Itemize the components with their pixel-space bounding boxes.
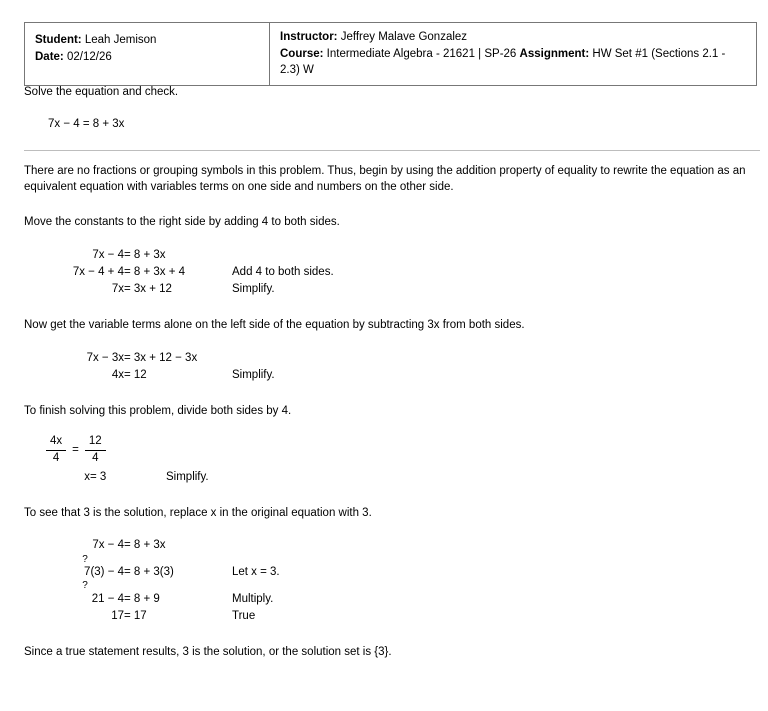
assignment-label: Assignment: (519, 47, 590, 60)
course-assignment-line (280, 46, 748, 79)
fraction-equals-sign: = (72, 444, 79, 457)
worksheet-body (24, 84, 760, 661)
date-line (35, 49, 261, 66)
problem-equation-block (24, 116, 760, 133)
step1-text: Move the constants to the right side by adding 4 to both sides. (24, 216, 340, 229)
date-value: 02/12/26 (66, 50, 112, 63)
math-row (46, 564, 760, 581)
fraction-left (46, 435, 66, 464)
course-info-panel (270, 23, 756, 85)
math-row (46, 608, 760, 625)
math-row (46, 247, 760, 264)
fraction-right (85, 435, 106, 464)
question-mark-icon: ? (82, 580, 88, 592)
math-rhs: = 12 (124, 368, 147, 381)
student-name: Leah Jemison (84, 34, 157, 46)
math-rhs: = 8 + 3x (124, 248, 166, 261)
math-row (46, 591, 760, 608)
math-lhs: 7x − 4 + 4 (72, 265, 124, 278)
math-note: Let x = 3. (232, 566, 280, 579)
instructor-line (280, 29, 748, 46)
math-rhs: = 8 + 3x (124, 539, 166, 552)
math-rhs: = 3x + 12 − 3x (124, 351, 198, 364)
math-lhs: 7x − 4 (92, 539, 124, 552)
instructor-name: Jeffrey Malave Gonzalez (340, 31, 468, 43)
fraction-right-numerator: 12 (88, 435, 102, 448)
step2-text: Now get the variable terms alone on the left side of the equation by subtracting 3x from both sides. (24, 319, 525, 332)
step1-math-block (24, 247, 760, 299)
math-lhs: x (84, 470, 90, 483)
student-label: Student: (35, 34, 82, 46)
solution-intro: There are no fractions or grouping symbols in this problem. Thus, begin by using the addition property of equality to rewrite the equation as an equivalent equation with variables terms on one side and numbers on the other side. (24, 164, 746, 193)
math-row (46, 367, 760, 384)
conclusion-text: Since a true statement results, 3 is the solution, or the solution set is {3}. (24, 646, 392, 659)
date-label: Date: (35, 50, 64, 63)
math-lhs: 7x − 4 (92, 248, 124, 261)
step2-math-block (24, 350, 760, 385)
assignment-value: HW Set #1 (Sections 2.1 - 2.3) W (280, 47, 726, 77)
math-note: True (232, 610, 256, 623)
course-value: Intermediate Algebra - 21621 | SP-26 (326, 47, 517, 60)
problem-prompt: Solve the equation and check. (24, 86, 179, 98)
math-rhs: = 3 (90, 470, 107, 483)
step3-text: To finish solving this problem, divide both sides by 4. (24, 405, 292, 418)
math-rhs: = 8 + 9 (124, 592, 160, 605)
math-lhs: 21 − 4 (91, 592, 124, 605)
math-note: Multiply. (232, 592, 274, 605)
fraction-equation (24, 435, 760, 464)
math-note: Simplify. (232, 283, 275, 296)
instructor-label: Instructor: (280, 31, 338, 43)
student-info-panel (25, 23, 270, 85)
math-note: Add 4 to both sides. (232, 265, 334, 278)
math-rhs: = 8 + 3x + 4 (124, 265, 186, 278)
math-lhs: 7x − 3x (86, 351, 124, 364)
fraction-left-denominator: 4 (46, 450, 66, 465)
check-text: To see that 3 is the solution, replace x in the original equation with 3. (24, 507, 372, 520)
math-row (24, 465, 760, 486)
question-mark-row (46, 555, 760, 565)
math-rhs: = 8 + 3(3) (124, 566, 174, 579)
fraction-right-denominator: 4 (85, 450, 106, 465)
assignment-header-box (24, 22, 757, 86)
question-mark-row (46, 581, 760, 591)
math-rhs: = 17 (124, 610, 147, 623)
math-rhs: = 3x + 12 (124, 283, 172, 296)
question-mark-icon: ? (82, 553, 88, 565)
math-lhs: 7(3) − 4 (84, 566, 124, 579)
division-fraction-block (24, 435, 760, 486)
math-row (46, 537, 760, 554)
math-row (46, 350, 760, 367)
fraction-left-numerator: 4x (50, 435, 63, 448)
math-note: Simplify. (232, 368, 275, 381)
course-label: Course: (280, 47, 324, 60)
check-math-block (24, 537, 760, 625)
math-lhs: 4x (111, 368, 124, 381)
math-lhs: 7x (111, 283, 124, 296)
math-row (46, 264, 760, 281)
student-line (35, 32, 261, 49)
math-note: Simplify. (166, 470, 209, 483)
math-row (46, 281, 760, 298)
problem-equation: 7x − 4 = 8 + 3x (48, 118, 125, 131)
math-lhs: 17 (111, 610, 124, 623)
